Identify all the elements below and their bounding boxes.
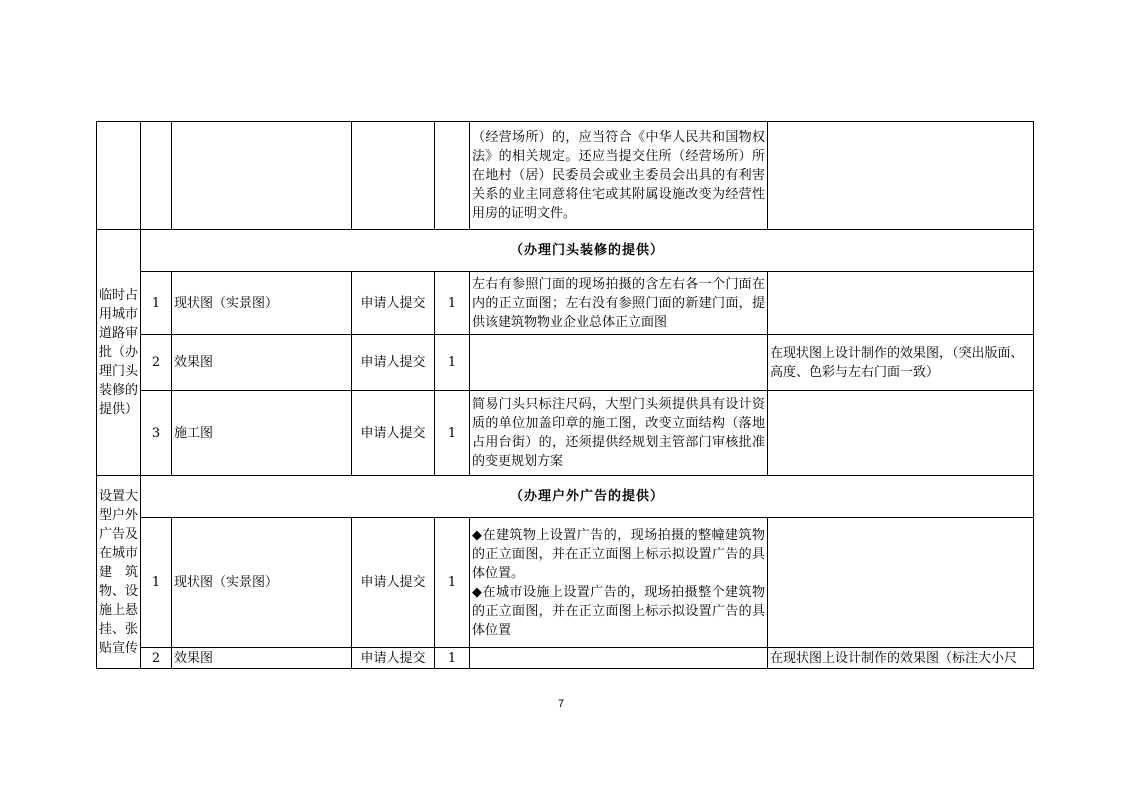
cell-source: 申请人提交 xyxy=(352,518,435,648)
item-name-cell: 临时占用城市道路审批（办理门头装修的提供） xyxy=(97,230,141,476)
section-header-row xyxy=(97,476,1034,518)
cell-requirement: 左右有参照门面的现场拍摄的含左右各一个门面在内的正立面图；左右没有参照门面的新建门面，提供该建筑物物业企业总体正立面图 xyxy=(470,272,768,335)
cell-empty xyxy=(141,122,172,230)
section-title: （办理户外广告的提供） xyxy=(141,476,1034,518)
table-row xyxy=(97,391,1034,476)
cell-note: 在现状图上设计制作的效果图，（突出版面、高度、色彩与左右门面一致） xyxy=(768,335,1034,391)
table-row-continuation xyxy=(97,122,1034,230)
cell-number: 2 xyxy=(141,335,172,391)
cell-count: 1 xyxy=(435,335,470,391)
cell-note xyxy=(768,272,1034,335)
cell-source: 申请人提交 xyxy=(352,272,435,335)
cell-number: 3 xyxy=(141,391,172,476)
table-row xyxy=(97,648,1034,669)
cell-number: 2 xyxy=(141,648,172,669)
cell-source: 申请人提交 xyxy=(352,391,435,476)
cell-number: 1 xyxy=(141,518,172,648)
cell-source: 申请人提交 xyxy=(352,335,435,391)
cell-empty xyxy=(352,122,435,230)
cell-number: 1 xyxy=(141,272,172,335)
requirement-bullet: ◆在建筑物上设置广告的，现场拍摄的整幢建筑物的正立面图，并在正立面图上标示拟设置广告的具体位置。 xyxy=(472,527,765,581)
cell-note: 在现状图上设计制作的效果图（标注大小尺 xyxy=(768,648,1034,669)
cell-count: 1 xyxy=(435,648,470,669)
cell-material: 现状图（实景图） xyxy=(172,272,352,335)
item-name-cell: 设置大型户外广告及在城市建筑物、设施上悬挂、张贴宣传 xyxy=(97,476,141,669)
cell-requirement xyxy=(470,335,768,391)
cell-requirement: 简易门头只标注尺码，大型门头须提供具有设计资质的单位加盖印章的施工图，改变立面结构（落地占用台街）的，还须提供经规划主管部门审核批准的变更规划方案 xyxy=(470,391,768,476)
cell-material: 效果图 xyxy=(172,335,352,391)
requirement-bullet: ◆在城市设施上设置广告的，现场拍摄整个建筑物的正立面图，并在正立面图上标示拟设置广告的具体位置 xyxy=(472,584,765,638)
cell-empty xyxy=(97,122,141,230)
page-number: 7 xyxy=(557,698,565,710)
cell-empty xyxy=(172,122,352,230)
cell-requirement: （经营场所）的，应当符合《中华人民共和国物权法》的相关规定。还应当提交住所（经营场所）所在地村（居）民委员会或业主委员会出具的有利害关系的业主同意将住宅或其附属设施改变为经营性用房的证明文件。 xyxy=(470,122,768,230)
cell-requirement xyxy=(470,518,768,648)
cell-note xyxy=(768,518,1034,648)
materials-table xyxy=(96,121,1034,669)
cell-count: 1 xyxy=(435,272,470,335)
cell-material: 施工图 xyxy=(172,391,352,476)
table-row xyxy=(97,272,1034,335)
section-title: （办理门头装修的提供） xyxy=(141,230,1034,272)
cell-note xyxy=(768,391,1034,476)
section-header-row xyxy=(97,230,1034,272)
cell-count: 1 xyxy=(435,391,470,476)
cell-count: 1 xyxy=(435,518,470,648)
table-row xyxy=(97,518,1034,648)
cell-source: 申请人提交 xyxy=(352,648,435,669)
cell-requirement xyxy=(470,648,768,669)
cell-empty xyxy=(768,122,1034,230)
cell-empty xyxy=(435,122,470,230)
cell-material: 现状图（实景图） xyxy=(172,518,352,648)
table-row xyxy=(97,335,1034,391)
cell-material: 效果图 xyxy=(172,648,352,669)
